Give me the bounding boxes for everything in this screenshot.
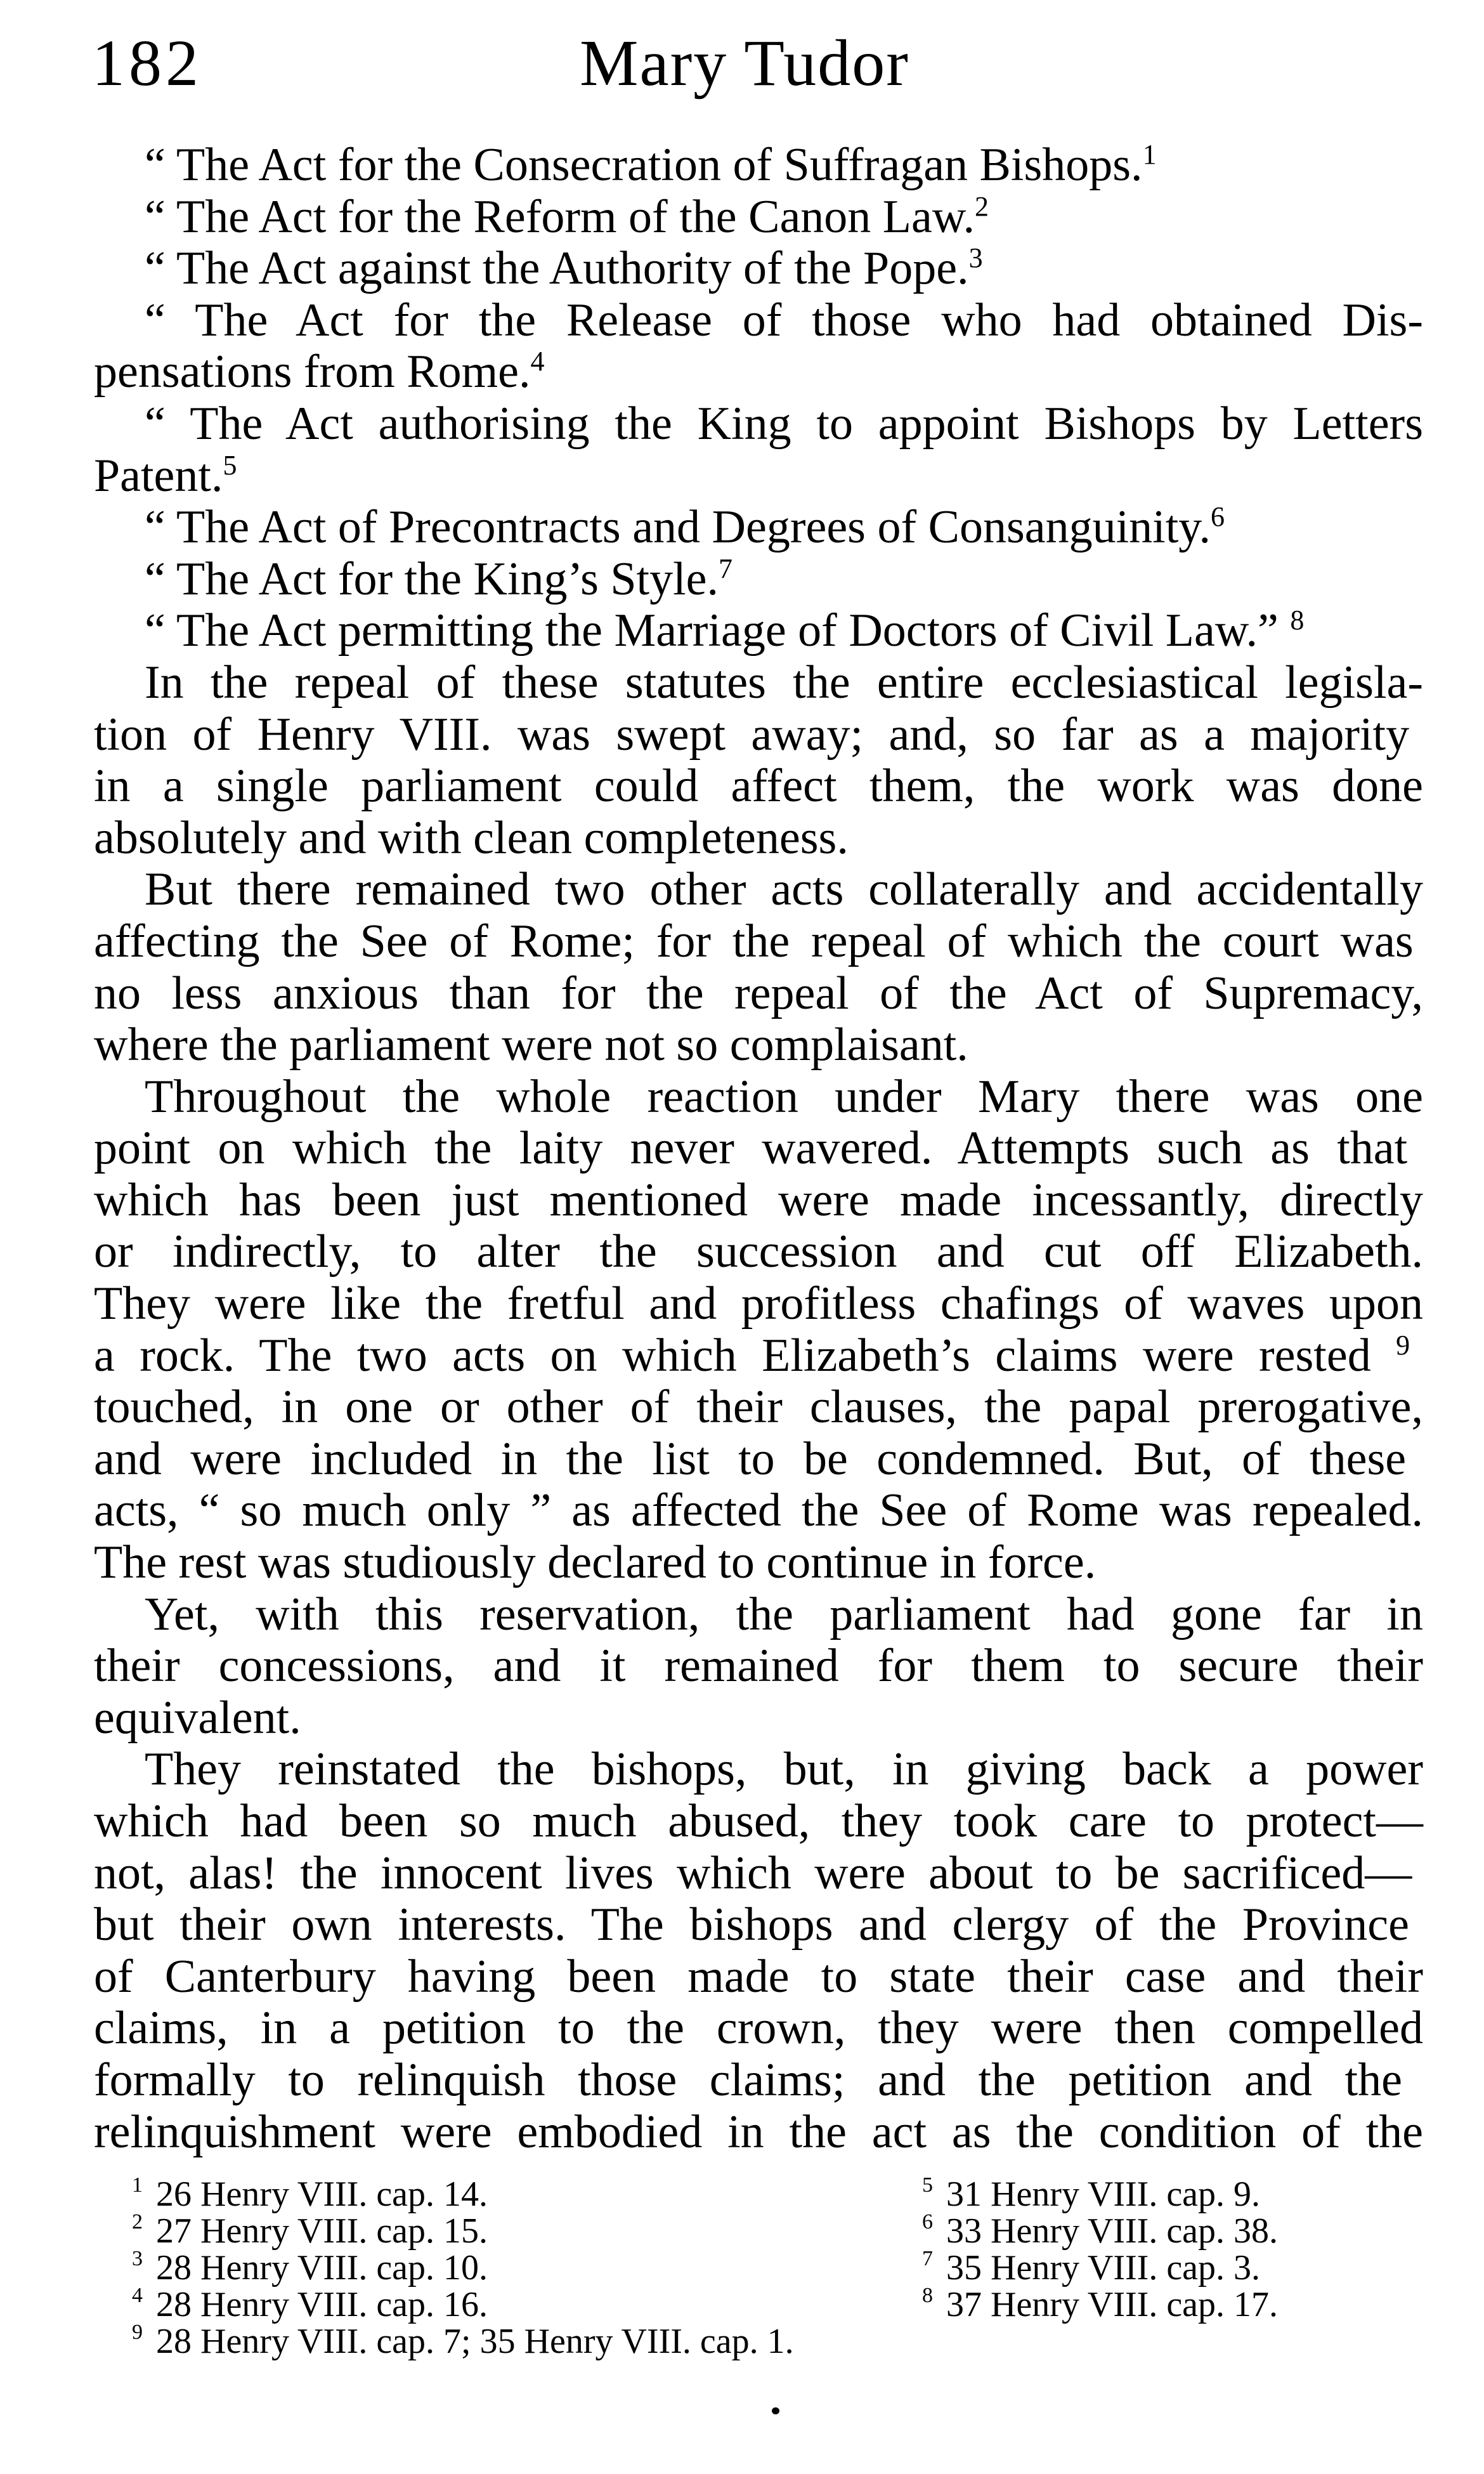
line-text: tion of Henry VIII. was swept away; and, so far as a majority [94, 708, 1410, 761]
footnote: 6 33 Henry VIII. cap. 38. [922, 2210, 1279, 2251]
footnote-reference[interactable]: 4 [530, 346, 545, 377]
line-text: absolutely and with clean completeness. [94, 811, 849, 864]
text-line [94, 1744, 1423, 1796]
line-text: Yet, with this reservation, the parliament had gone far in [145, 1588, 1423, 1640]
text-line [94, 243, 1423, 295]
line-text: The rest was studiously declared to continue in force. [94, 1536, 1097, 1589]
line-text: of Canterbury having been made to state their case and their [94, 1950, 1423, 2003]
footnote: 4 28 Henry VIII. cap. 16. [132, 2284, 488, 2324]
line-text: Throughout the whole reaction under Mary there was one [145, 1070, 1423, 1123]
text-line [94, 1589, 1423, 1641]
text-line [94, 968, 1423, 1020]
line-text: formally to relinquish those claims; and the petition and the [94, 2053, 1402, 2106]
line-text: They reinstated the bishops, but, in giving back a power [145, 1743, 1423, 1796]
line-text: in a single parliament could affect them, the work was done [94, 760, 1423, 813]
text-line [94, 1019, 1423, 1071]
line-text: “ The Act for the Consecration of Suffragan Bishops. [145, 139, 1143, 191]
text-line [94, 864, 1423, 916]
footnote-text: 31 Henry VIII. cap. 9. [946, 2175, 1261, 2214]
running-title: Mary Tudor [580, 27, 909, 100]
text-line [94, 1692, 1423, 1744]
text-line [94, 192, 1423, 244]
line-text: not, alas! the innocent lives which were about to be sacrificed— [94, 1847, 1412, 1899]
footnote: 8 37 Henry VIII. cap. 17. [922, 2284, 1279, 2324]
line-text: equivalent. [94, 1691, 301, 1744]
footnote: 5 31 Henry VIII. cap. 9. [922, 2173, 1261, 2214]
text-line [94, 140, 1423, 192]
text-line [94, 761, 1423, 813]
line-text: or indirectly, to alter the succession and cut off Elizabeth. [94, 1226, 1423, 1278]
text-line [94, 813, 1423, 865]
text-line [94, 1951, 1423, 2003]
line-text: their concessions, and it remained for them to secure their [94, 1640, 1423, 1692]
footnote: 9 28 Henry VIII. cap. 7; 35 Henry VIII. cap. 1. [132, 2320, 794, 2361]
line-text: “ The Act against the Authority of the Pope. [145, 242, 969, 295]
line-text: but their own interests. The bishops and clergy of the Province [94, 1899, 1409, 1951]
line-text: “ The Act permitting the Marriage of Doctors of Civil Law.” [145, 605, 1291, 657]
line-text: pensations from Rome. [94, 346, 531, 398]
line-text: “ The Act for the King’s Style. [145, 553, 719, 605]
text-line [94, 1330, 1423, 1382]
text-line [94, 2107, 1423, 2159]
footnote-text: 37 Henry VIII. cap. 17. [946, 2285, 1279, 2324]
line-text: which had been so much abused, they took care to protect— [94, 1795, 1423, 1847]
line-text: They were like the fretful and profitless chafings of waves upon [94, 1278, 1423, 1330]
text-line [94, 1640, 1423, 1692]
line-text: which has been just mentioned were made incessantly, directly [94, 1174, 1423, 1226]
text-line [94, 1848, 1423, 1900]
text-line [94, 605, 1423, 657]
footnote-text: 33 Henry VIII. cap. 38. [946, 2211, 1279, 2251]
line-text: touched, in one or other of their clauses, the papal prerogative, [94, 1381, 1423, 1434]
footnote-text: 26 Henry VIII. cap. 14. [156, 2175, 488, 2214]
line-text: claims, in a petition to the crown, they were then compelled [94, 2002, 1423, 2055]
text-line [94, 2003, 1423, 2055]
text-line [94, 1796, 1423, 1848]
line-text: affecting the See of Rome; for the repeal of which the court was [94, 915, 1414, 967]
line-text: In the repeal of these statutes the entire ecclesiastical legisla- [145, 656, 1423, 709]
footnote: 3 28 Henry VIII. cap. 10. [132, 2247, 488, 2287]
line-text: a rock. The two acts on which Elizabeth’s claims were rested [94, 1329, 1396, 1382]
text-line [94, 709, 1423, 761]
text-line [94, 1434, 1423, 1486]
text-line [94, 1226, 1423, 1278]
text-line [94, 554, 1423, 606]
line-text: “ The Act of Precontracts and Degrees of Consanguinity. [145, 501, 1211, 554]
text-line [94, 916, 1423, 968]
line-text: where the parliament were not so complaisant. [94, 1019, 968, 1071]
text-line [94, 2055, 1423, 2107]
line-text: and were included in the list to be condemned. But, of these [94, 1432, 1407, 1485]
footnote-text: 35 Henry VIII. cap. 3. [946, 2248, 1261, 2287]
footnote-text: 28 Henry VIII. cap. 16. [156, 2285, 488, 2324]
footnote-reference[interactable]: 2 [974, 190, 989, 222]
body-text [94, 140, 1423, 2158]
footnote-reference[interactable]: 7 [718, 553, 732, 584]
text-line [94, 1123, 1423, 1175]
footnote-reference[interactable]: 3 [968, 242, 983, 274]
scan-mark [772, 2407, 779, 2414]
footnote: 1 26 Henry VIII. cap. 14. [132, 2173, 488, 2214]
footnote-reference[interactable]: 8 [1290, 605, 1305, 636]
text-line [94, 450, 1423, 502]
text-line [94, 1899, 1423, 1951]
text-line [94, 1537, 1423, 1589]
text-line [94, 1071, 1423, 1123]
line-text: Patent. [94, 449, 223, 502]
footnote-reference[interactable]: 9 [1396, 1329, 1410, 1361]
line-text: But there remained two other acts collaterally and accidentally [145, 863, 1423, 916]
footnote-text: 28 Henry VIII. cap. 7; 35 Henry VIII. cap. 1. [156, 2322, 794, 2361]
line-text: relinquishment were embodied in the act as the condition of the [94, 2105, 1423, 2158]
line-text: acts, “ so much only ” as affected the See of Rome was repealed. [94, 1484, 1423, 1537]
page-number: 182 [92, 27, 202, 100]
text-line [94, 346, 1423, 398]
line-text: “ The Act authorising the King to appoint Bishops by Letters [145, 397, 1423, 450]
text-line [94, 1382, 1423, 1434]
footnote: 7 35 Henry VIII. cap. 3. [922, 2247, 1261, 2287]
text-line [94, 1485, 1423, 1537]
text-line [94, 398, 1423, 450]
footnote-text: 28 Henry VIII. cap. 10. [156, 2248, 488, 2287]
line-text: point on which the laity never wavered. Attempts such as that [94, 1122, 1408, 1175]
text-line [94, 502, 1423, 554]
text-line [94, 657, 1423, 709]
footnote-reference[interactable]: 5 [223, 449, 237, 481]
text-line [94, 1278, 1423, 1330]
footnote-text: 27 Henry VIII. cap. 15. [156, 2211, 488, 2251]
text-line [94, 1175, 1423, 1227]
footnote: 2 27 Henry VIII. cap. 15. [132, 2210, 488, 2251]
text-line [94, 295, 1423, 347]
line-text: no less anxious than for the repeal of the Act of Supremacy, [94, 967, 1423, 1019]
line-text: “ The Act for the Reform of the Canon Law. [145, 190, 975, 243]
footnote-reference[interactable]: 1 [1142, 139, 1157, 170]
footnote-reference[interactable]: 6 [1210, 501, 1225, 533]
line-text: “ The Act for the Release of those who had obtained Dis- [145, 294, 1423, 346]
